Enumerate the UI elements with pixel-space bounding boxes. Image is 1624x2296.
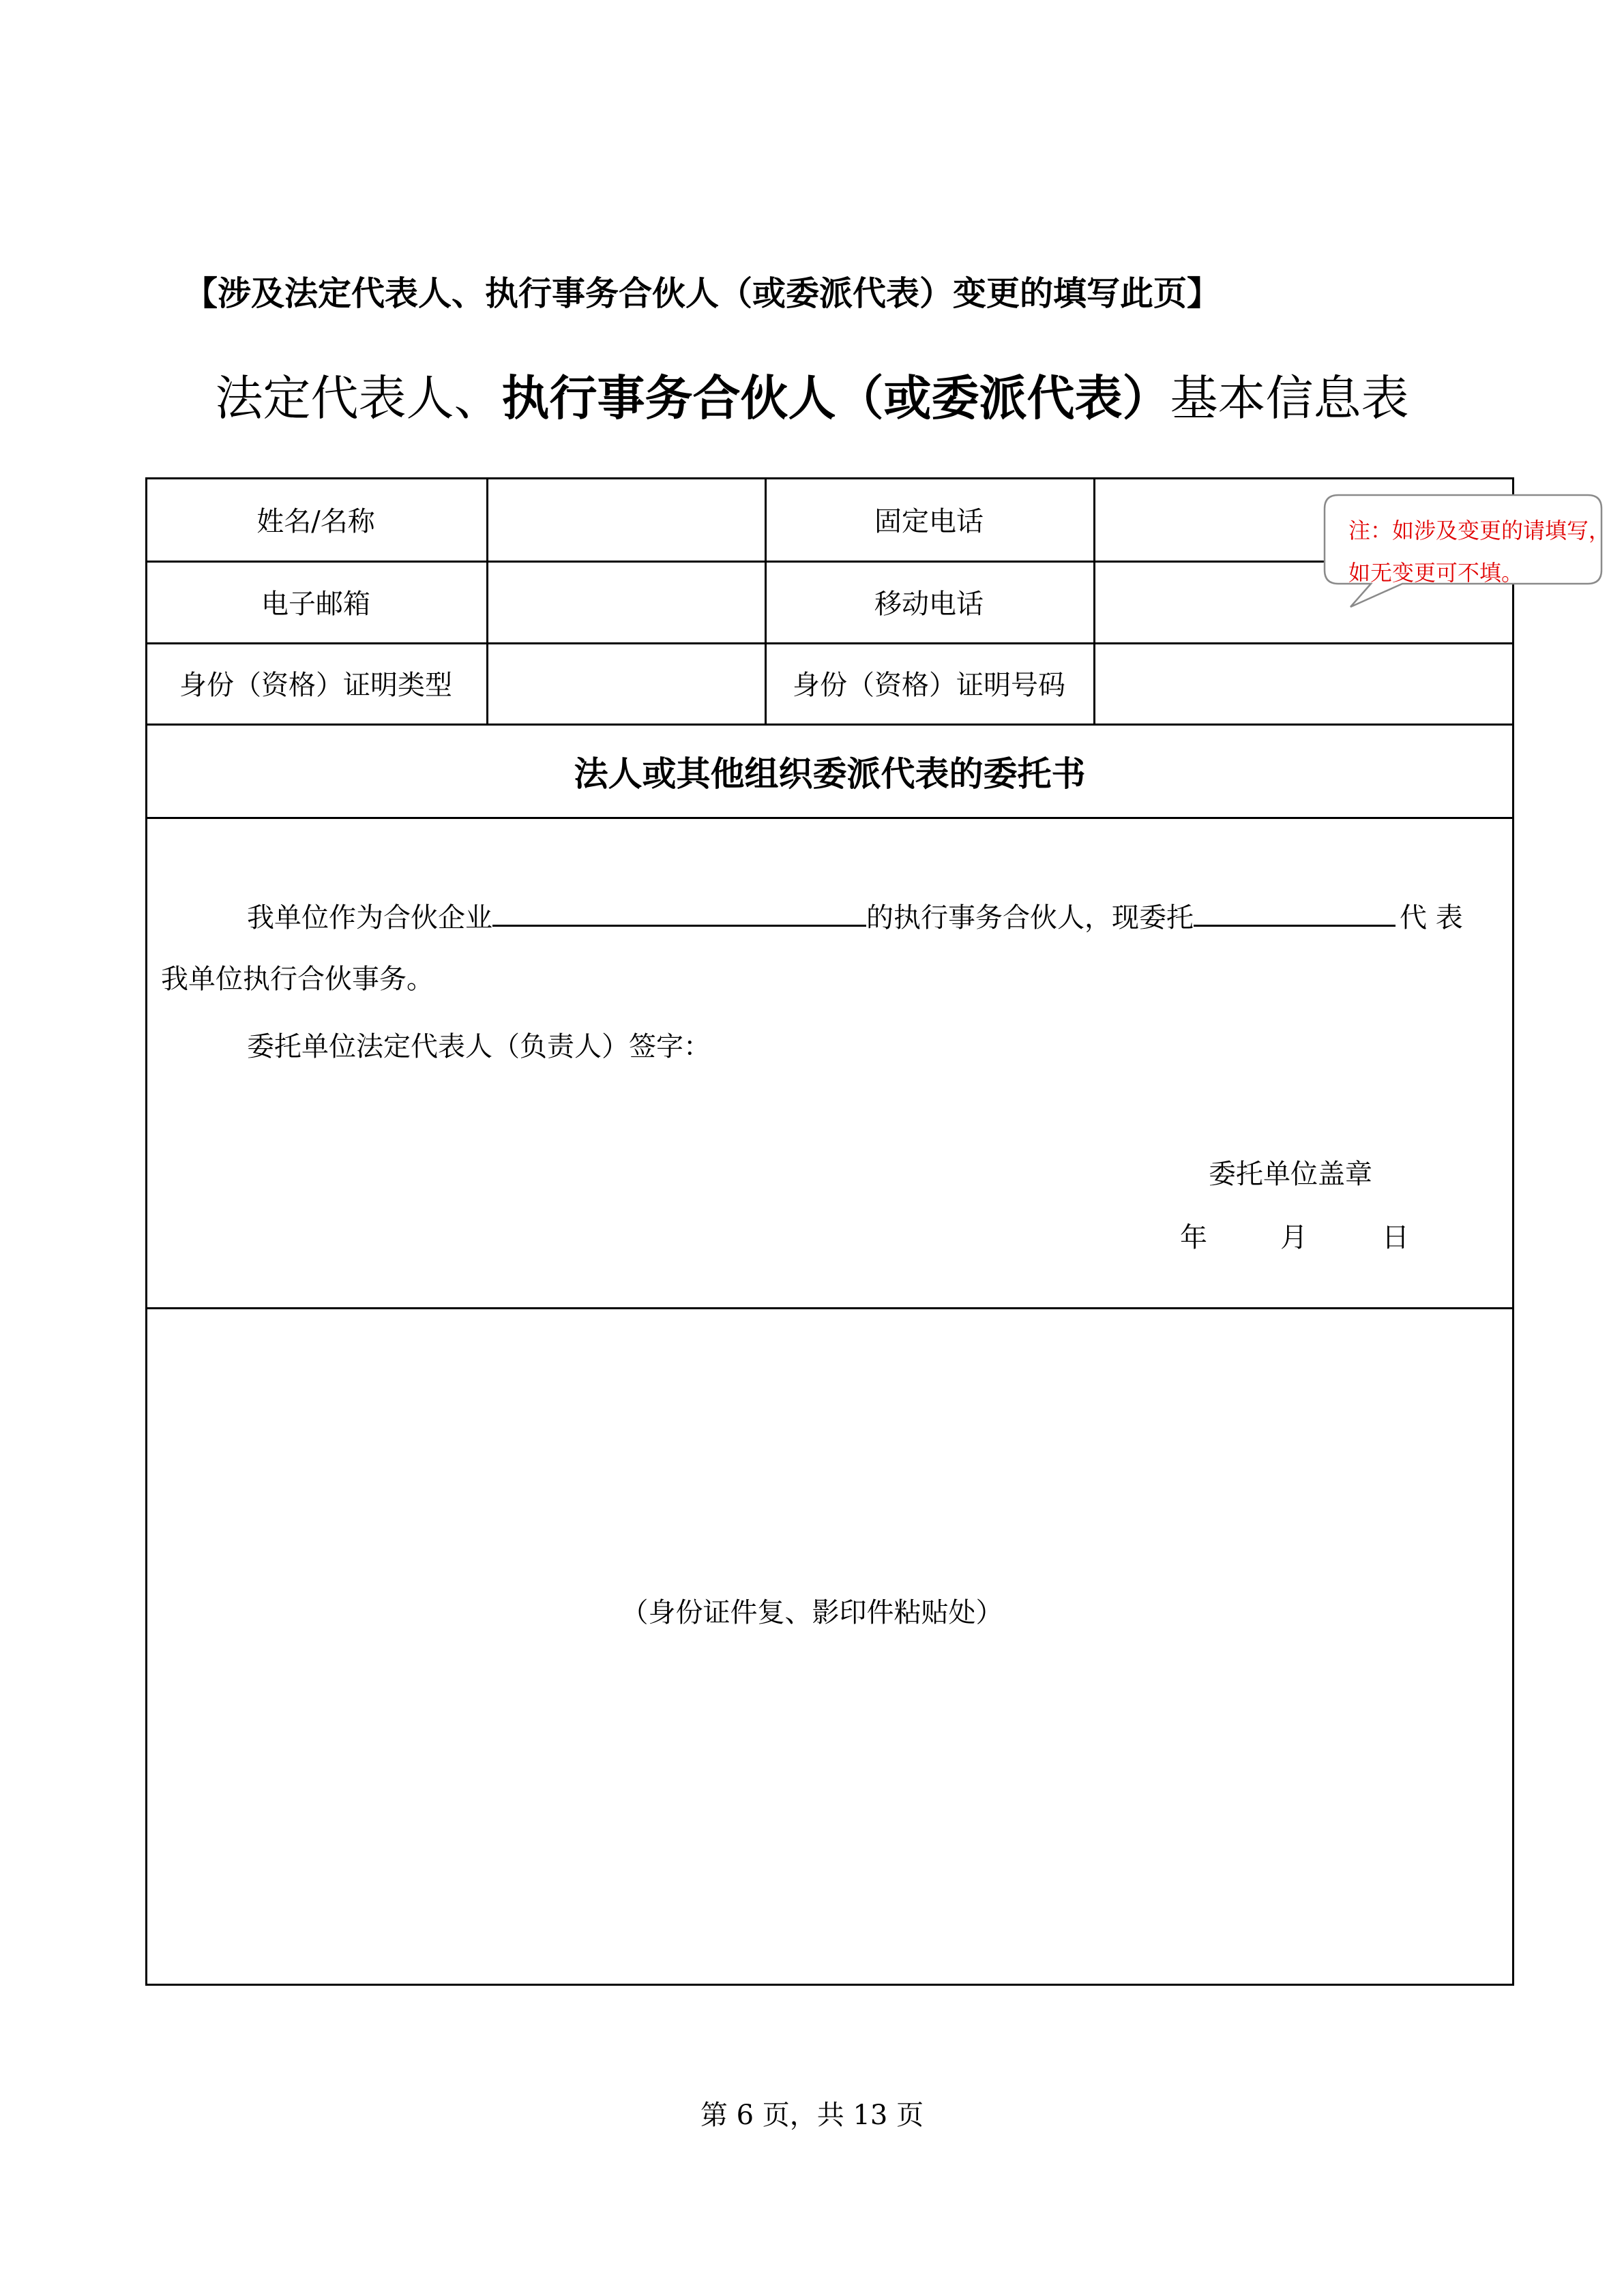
name-value-field[interactable] bbox=[488, 479, 765, 561]
delegate-name-blank[interactable] bbox=[1194, 895, 1396, 927]
row-divider bbox=[145, 1307, 1514, 1309]
id-type-value-field[interactable] bbox=[488, 644, 765, 724]
signature-label: 委托单位法定代表人（负责人）签字： bbox=[247, 1031, 711, 1062]
note-callout-text bbox=[1348, 509, 1610, 594]
id-number-value-field[interactable] bbox=[1095, 644, 1513, 724]
proxy-paragraph-line-1 bbox=[247, 895, 1463, 935]
landline-value-field[interactable] bbox=[1095, 479, 1323, 561]
title-part-3: 基本信息表 bbox=[1170, 370, 1409, 426]
mobile-value-field[interactable] bbox=[1095, 563, 1323, 642]
email-value-field[interactable] bbox=[488, 563, 765, 642]
email-label: 电子邮箱 bbox=[261, 588, 370, 620]
note-line-1: 注：如涉及变更的请填写， bbox=[1348, 518, 1611, 543]
date-year: 年 bbox=[1180, 1222, 1207, 1253]
landline-label: 固定电话 bbox=[874, 505, 984, 537]
title-part-2: 执行事务合伙人（或委派代表） bbox=[501, 370, 1170, 426]
enterprise-name-blank[interactable] bbox=[492, 895, 866, 927]
page-title bbox=[0, 360, 1624, 429]
date-day: 日 bbox=[1382, 1222, 1409, 1253]
page-footer: 第 6 页，共 13 页 bbox=[700, 2100, 924, 2131]
id-type-label: 身份（资格）证明类型 bbox=[179, 670, 452, 701]
proxy-text-b: 的执行事务合伙人，现委托 bbox=[866, 902, 1194, 934]
seal-label: 委托单位盖章 bbox=[1209, 1159, 1372, 1190]
name-label: 姓名/名称 bbox=[256, 505, 375, 537]
proxy-text-a: 我单位作为合伙企业 bbox=[247, 902, 492, 934]
mobile-label: 移动电话 bbox=[874, 588, 984, 620]
row-divider bbox=[145, 817, 1514, 819]
page-notice: 【涉及法定代表人、执行事务合伙人（或委派代表）变更的填写此页】 bbox=[184, 273, 1221, 313]
title-part-1: 法定代表人、 bbox=[215, 370, 502, 426]
proxy-text-c: 代 表 bbox=[1400, 902, 1463, 934]
id-copy-placeholder: （身份证件复、影印件粘贴处） bbox=[621, 1597, 1003, 1628]
note-line-2: 如无变更可不填。 bbox=[1348, 560, 1524, 586]
proxy-paragraph-line-2: 我单位执行合伙事务。 bbox=[161, 964, 434, 995]
id-number-label: 身份（资格）证明号码 bbox=[793, 670, 1065, 701]
date-month: 月 bbox=[1280, 1222, 1308, 1253]
proxy-section-title: 法人或其他组织委派代表的委托书 bbox=[574, 753, 1086, 794]
